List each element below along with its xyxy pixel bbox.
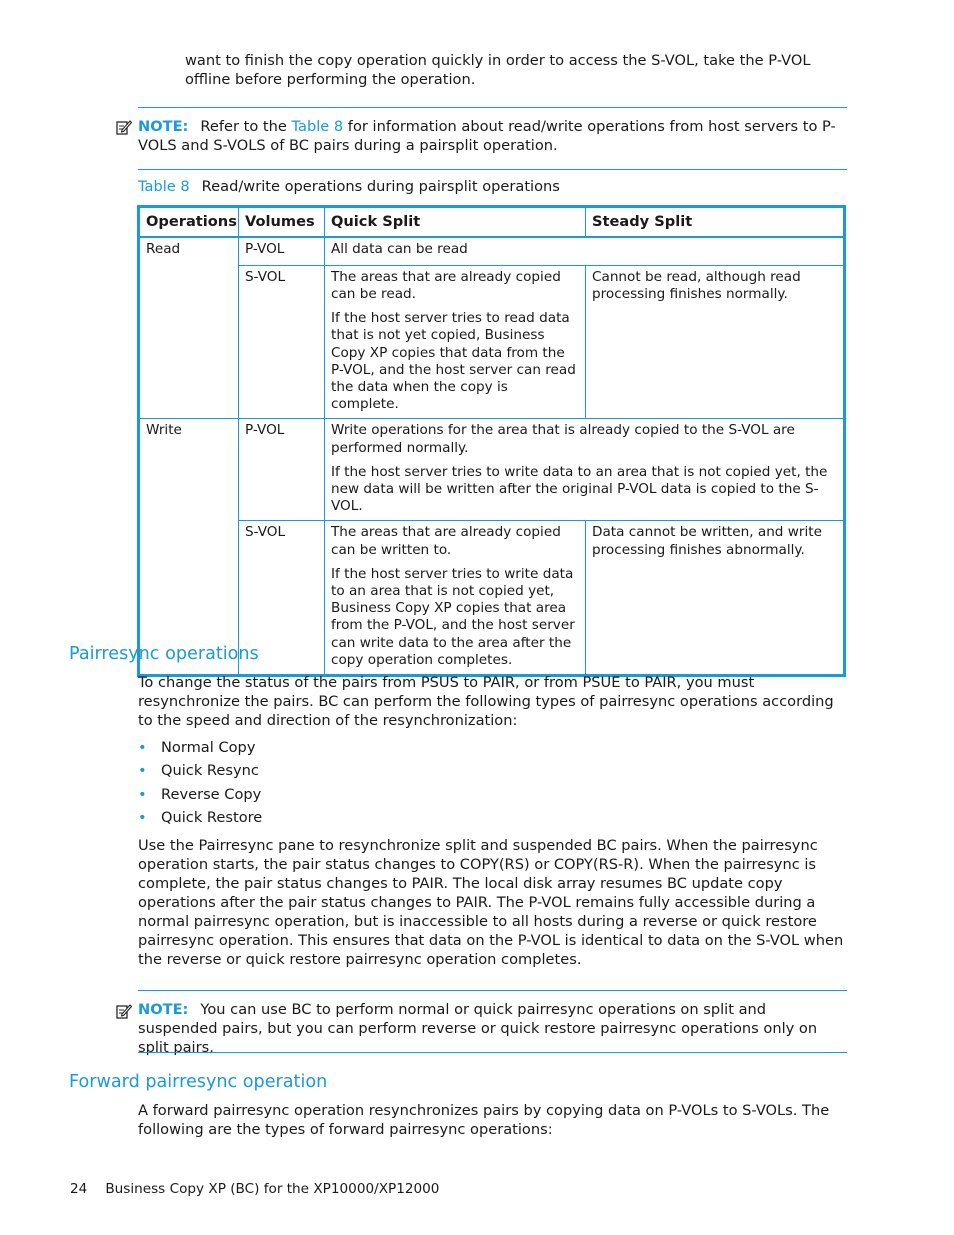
cell-paragraph: The areas that are already copied can be written to. [331,524,561,558]
list-item-label: Reverse Copy [161,785,262,803]
read-pvol-all: All data can be read [325,237,845,265]
note-bottom-rule [138,169,847,170]
bullet-dot-icon: • [138,785,147,803]
note-top-rule [138,990,847,991]
table-row [139,419,845,521]
note-1-post: for information about read/write operations from host servers to P-VOLS and S-VOLS of BC pairs during a pairsplit operation. [138,118,836,154]
pairresync-body: Use the Pairresync pane to resynchronize split and suspended BC pairs. When the pairresync operation starts, the pair status changes to COPY(RS) or COPY(RS-R). When the pairresync is complete, the pair status changes to PAIR. The local disk array resumes BC update copy operations after the pair status changes to PAIR. The P-VOL remains fully accessible during a normal pairresync operation, but is inaccessible to all hosts during a reverse or quick restore pairresync operation. This ensures that data on the P-VOL is identical to data on the S-VOL when the reverse or quick restore pairresync operation completes. [138,837,844,968]
vol-read-pvol: P-VOL [239,237,325,265]
pairresync-heading: Pairresync operations [69,644,259,664]
cell-paragraph: Write operations for the area that is already copied to the S-VOL are performed normally. [331,422,795,456]
header-steady-split: Steady Split [586,207,845,238]
cell-paragraph: If the host server tries to write data to an area that is not copied yet, Business Copy XP copies that area from the P-VOL, and the host server can write data to the area after the copy operation completes. [331,565,575,668]
header-operations: Operations [139,207,239,238]
note-1-pre: Refer to the [200,118,292,135]
note-bottom-rule [138,1052,847,1053]
vol-write-svol: S-VOL [239,521,325,676]
note-pencil-icon [116,119,132,135]
note-1 [138,117,846,155]
pairresync-type-list [138,738,262,832]
list-item-label: Quick Resync [161,762,259,780]
note-pencil-icon [116,1003,132,1019]
header-quick-split: Quick Split [325,207,586,238]
cell-paragraph: The areas that are already copied can be read. [331,268,561,302]
forward-intro: A forward pairresync operation resynchronizes pairs by copying data on P-VOLs to S-VOLs. The following are the types of forward pairresync operations: [138,1102,830,1138]
pairresync-intro: To change the status of the pairs from PSUS to PAIR, or from PSUE to PAIR, you must resynchronize the pairs. BC can perform the following types of pairresync operations according to the speed and direction of the resynchronization: [138,674,834,729]
bullet-dot-icon: • [138,739,147,756]
note-top-rule [138,107,847,108]
table-caption [138,177,560,196]
table-row [139,265,845,419]
list-item-label: Quick Restore [161,809,263,827]
write-pvol-all [325,419,845,521]
list-item [138,808,262,831]
footer-title: Business Copy XP (BC) for the XP10000/XP12000 [105,1181,440,1197]
note-label: NOTE: [138,1001,189,1018]
read-svol-steady: Cannot be read, although read processing finishes normally. [586,265,845,419]
note-2-text: You can use BC to perform normal or quick pairresync operations on split and suspended pairs, but you can perform reverse or quick restore pairresync operations only on split pairs. [138,1001,818,1056]
vol-read-svol: S-VOL [239,265,325,419]
write-svol-steady: Data cannot be written, and write processing finishes abnormally. [586,521,845,676]
table-caption-text: Read/write operations during pairsplit operations [201,178,560,195]
header-volumes: Volumes [239,207,325,238]
list-item [138,738,262,761]
table-8-link[interactable]: Table 8 [291,118,344,135]
table-row [139,237,845,265]
read-svol-quick [325,265,586,419]
write-svol-quick [325,521,586,676]
cell-paragraph: If the host server tries to read data that is not yet copied, Business Copy XP copies that data from the P-VOL, and the host server can read the data when the copy is complete. [331,310,576,413]
operations-table [137,205,846,677]
page-number: 24 [70,1181,88,1197]
note-2 [138,1000,840,1057]
forward-heading: Forward pairresync operation [69,1072,328,1092]
list-item [138,785,262,808]
bullet-dot-icon: • [138,809,147,827]
op-write: Write [139,419,239,676]
table-header-row [139,207,845,238]
list-item [138,761,262,784]
vol-write-pvol: P-VOL [239,419,325,521]
cell-paragraph: If the host server tries to write data to an area that is not copied yet, the new data will be written after the original P-VOL data is copied to the S-VOL. [331,463,828,515]
note-label: NOTE: [138,118,189,135]
intro-continuation: want to finish the copy operation quickly in order to access the S-VOL, take the P-VOL offline before performing the operation. [185,52,811,88]
list-item-label: Normal Copy [161,739,256,756]
bullet-dot-icon: • [138,762,147,780]
op-read: Read [139,237,239,419]
page-footer [70,1180,439,1198]
table-caption-number: Table 8 [138,178,190,195]
